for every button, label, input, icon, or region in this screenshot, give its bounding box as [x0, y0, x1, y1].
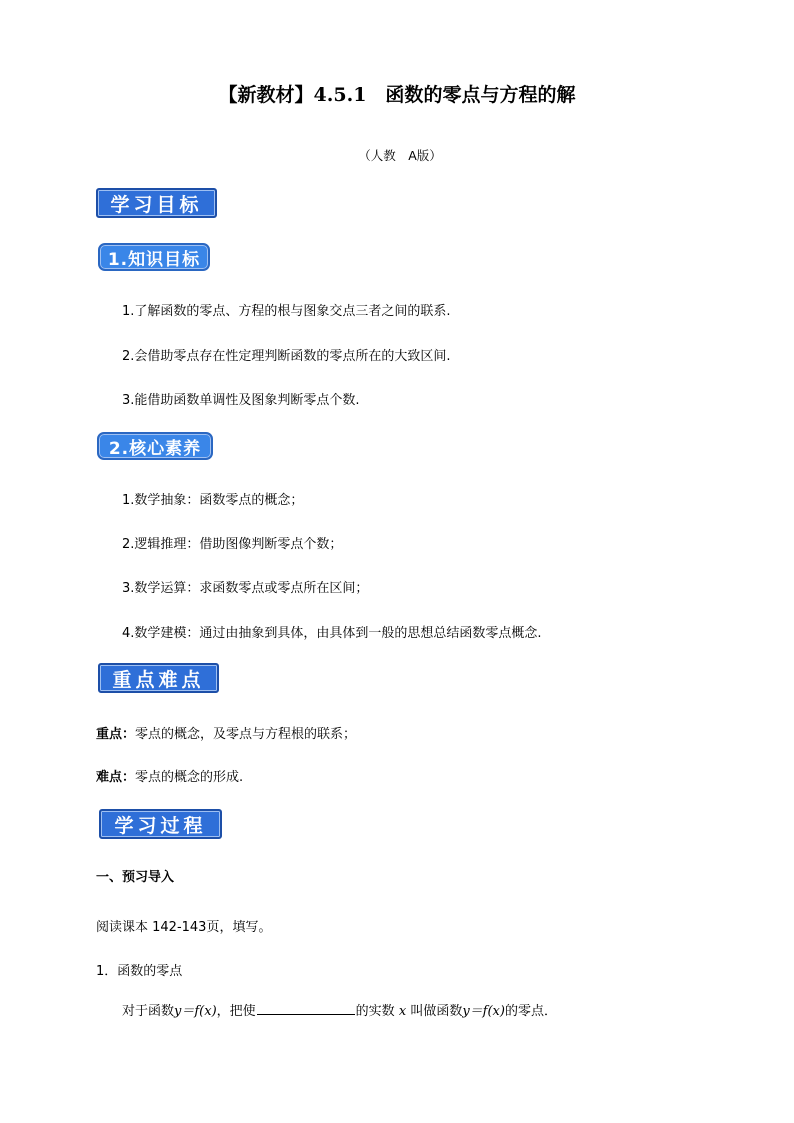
key-point-line	[96, 723, 356, 742]
item1-heading: 1．函数的零点	[96, 964, 183, 979]
fill-in-blank[interactable]	[257, 1002, 355, 1015]
learning-goals-badge: 学习目标	[96, 188, 217, 218]
difficulty-label: 难点：	[96, 770, 136, 785]
def-mid: ，把使	[216, 1004, 256, 1019]
knowledge-item-2: 2.会借助零点存在性定理判断函数的零点所在的大致区间.	[122, 349, 451, 364]
def-function: y＝f(x)	[174, 1004, 217, 1019]
document-title: 【新教材】4.5.1 函数的零点与方程的解	[218, 84, 576, 106]
core-item-4: 4.数学建模：通过由抽象到具体，由具体到一般的思想总结函数零点概念.	[122, 626, 542, 641]
zero-point-definition	[122, 1000, 557, 1019]
key-point-label: 重点：	[96, 727, 136, 742]
learning-process-badge: 学习过程	[99, 809, 222, 839]
def-variable: x	[398, 1004, 407, 1019]
knowledge-item-3: 3.能借助函数单调性及图象判断零点个数.	[122, 393, 360, 408]
key-difficult-badge: 重点难点	[98, 663, 219, 693]
edition-subtitle: （人教 A版）	[358, 148, 442, 163]
def-function-2: y＝f(x)	[462, 1004, 505, 1019]
reading-instruction: 阅读课本 142-143页，填写。	[96, 920, 272, 935]
def-after-blank: 的实数	[355, 1004, 395, 1019]
knowledge-item-1: 1.了解函数的零点、方程的根与图象交点三者之间的联系.	[122, 304, 451, 319]
difficulty-text: 零点的概念的形成.	[135, 770, 244, 785]
def-end: 的零点．	[504, 1004, 557, 1019]
knowledge-goals-badge: 1.知识目标	[98, 243, 210, 271]
core-item-2: 2.逻辑推理：借助图像判断零点个数；	[122, 537, 343, 552]
core-literacy-badge: 2.核心素养	[97, 432, 213, 460]
key-point-text: 零点的概念，及零点与方程根的联系；	[135, 727, 357, 742]
part1-heading: 一、预习导入	[96, 870, 175, 885]
core-item-1: 1.数学抽象：函数零点的概念；	[122, 493, 304, 508]
difficulty-line	[96, 766, 243, 785]
core-item-3: 3.数学运算：求函数零点或零点所在区间；	[122, 581, 369, 596]
def-prefix: 对于函数	[122, 1004, 175, 1019]
def-call: 叫做函数	[410, 1004, 463, 1019]
